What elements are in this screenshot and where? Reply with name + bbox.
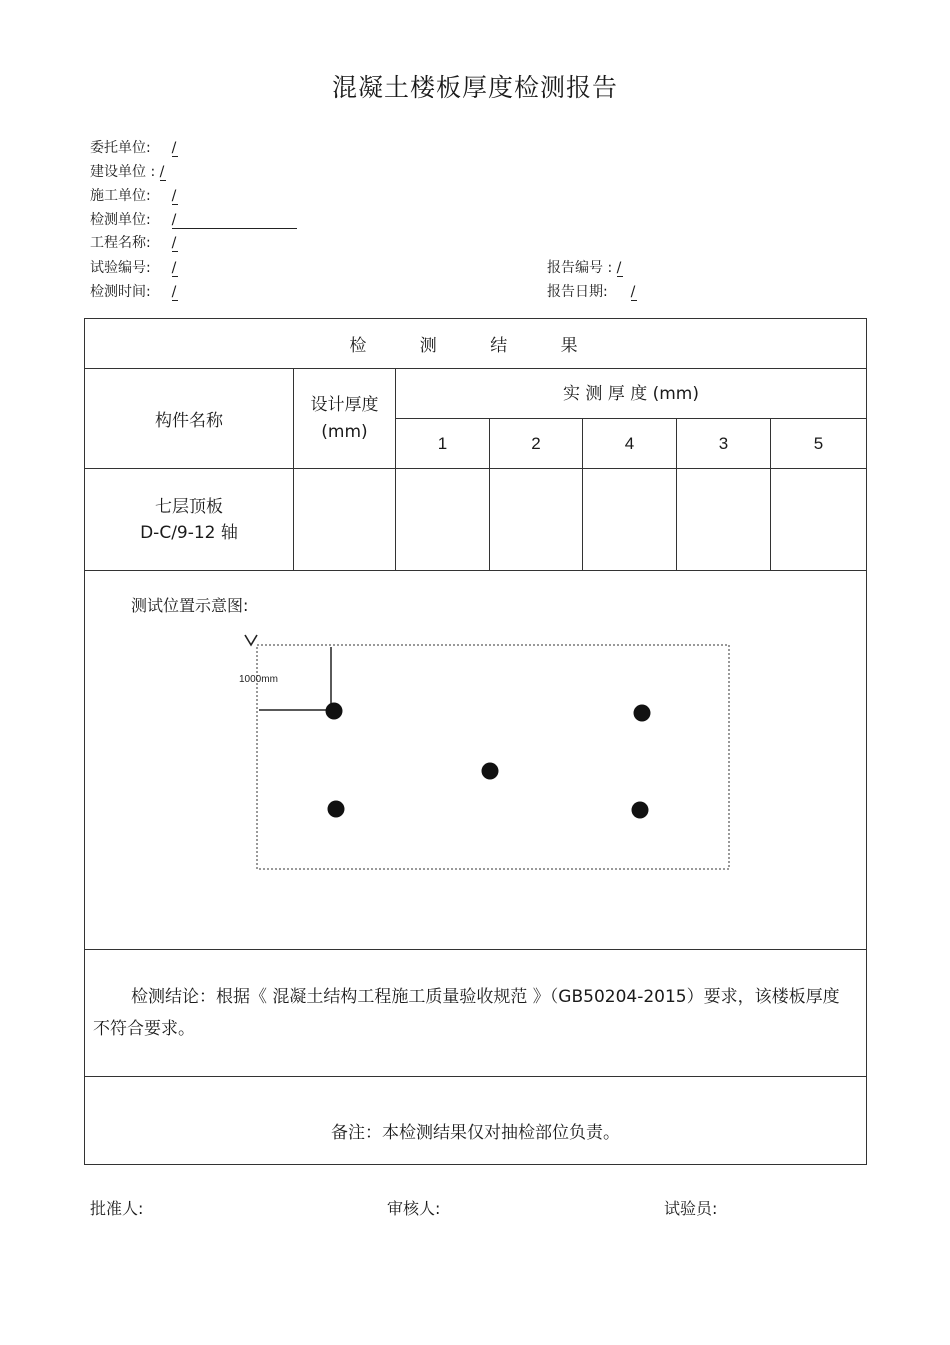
- report-no-row: [547, 259, 623, 277]
- design-thickness-label: 设计厚度: [310, 394, 379, 415]
- test-time-label: 检测时间:: [90, 284, 151, 300]
- measured-value-1: [396, 469, 490, 571]
- project-row: [90, 234, 178, 252]
- contractor-label: 施工单位:: [90, 188, 151, 204]
- point-header-3: 4: [583, 419, 677, 469]
- component-name: 七层顶板: [155, 496, 223, 517]
- point-header-2: 2: [490, 419, 583, 469]
- test-time-value: /: [171, 284, 177, 300]
- client-label: 委托单位:: [90, 140, 151, 156]
- design-thickness-header: [294, 369, 396, 469]
- point-header-1: 1: [396, 419, 490, 469]
- diagram-label: 测试位置示意图:: [131, 596, 249, 615]
- test-position-diagram: [85, 571, 865, 949]
- design-thickness-cell: [294, 469, 396, 571]
- test-point: [634, 705, 651, 722]
- arrow-marker: [245, 635, 257, 645]
- point-header-4: 3: [677, 419, 771, 469]
- test-point: [328, 801, 345, 818]
- point-header-5: 5: [771, 419, 867, 469]
- project-label: 工程名称:: [90, 235, 151, 251]
- contractor-row: [90, 187, 178, 205]
- inspector-value: /: [172, 212, 297, 229]
- inspector-label: 检测单位:: [90, 212, 151, 228]
- builder-row: [90, 163, 166, 181]
- builder-label: 建设单位 :: [90, 164, 156, 180]
- results-header: 检 测 结 果: [85, 319, 867, 369]
- test-time-row: [90, 283, 178, 301]
- project-value: /: [171, 235, 177, 251]
- report-title: 混凝土楼板厚度检测报告: [331, 73, 618, 102]
- diagram-cell: [85, 571, 867, 950]
- results-table: [84, 318, 867, 1165]
- measured-value-5: [771, 469, 867, 571]
- report-no-label: 报告编号 :: [547, 260, 613, 276]
- dimension-label: 1000mm: [239, 674, 278, 685]
- slab-outline: [257, 645, 729, 869]
- reviewer-label: 审核人:: [387, 1199, 441, 1218]
- component-axis: D-C/9-12 轴: [140, 522, 238, 543]
- measured-value-3: [583, 469, 677, 571]
- conclusion-text: 检测结论：根据《 混凝土结构工程施工质量验收规范 》（GB50204-2015）要求，该楼板厚度不符合要求。: [93, 987, 840, 1039]
- approver-label: 批准人:: [90, 1199, 144, 1218]
- test-point: [632, 802, 649, 819]
- report-date-label: 报告日期:: [547, 284, 608, 300]
- report-no-value: /: [616, 260, 622, 276]
- component-header: 构件名称: [85, 369, 294, 469]
- test-no-label: 试验编号:: [90, 260, 151, 276]
- report-date-value: /: [630, 284, 636, 300]
- client-value: /: [171, 140, 177, 156]
- tester-label: 试验员:: [664, 1199, 718, 1218]
- test-no-value: /: [171, 260, 177, 276]
- note-text: 备注：本检测结果仅对抽检部位负责。: [331, 1123, 620, 1143]
- test-no-row: [90, 259, 178, 277]
- design-thickness-unit: (mm): [321, 421, 368, 442]
- report-date-row: [547, 283, 637, 301]
- test-point: [482, 763, 499, 780]
- inspector-row: [90, 211, 297, 229]
- test-point: [326, 703, 343, 720]
- component-name-cell: [85, 469, 294, 571]
- conclusion-cell: [85, 950, 867, 1077]
- client-row: [90, 139, 178, 157]
- note-cell: [85, 1077, 867, 1165]
- measured-thickness-header: 实 测 厚 度 (mm): [396, 369, 867, 419]
- builder-value: /: [159, 164, 165, 180]
- measured-value-2: [490, 469, 583, 571]
- measured-value-4: [677, 469, 771, 571]
- contractor-value: /: [171, 188, 177, 204]
